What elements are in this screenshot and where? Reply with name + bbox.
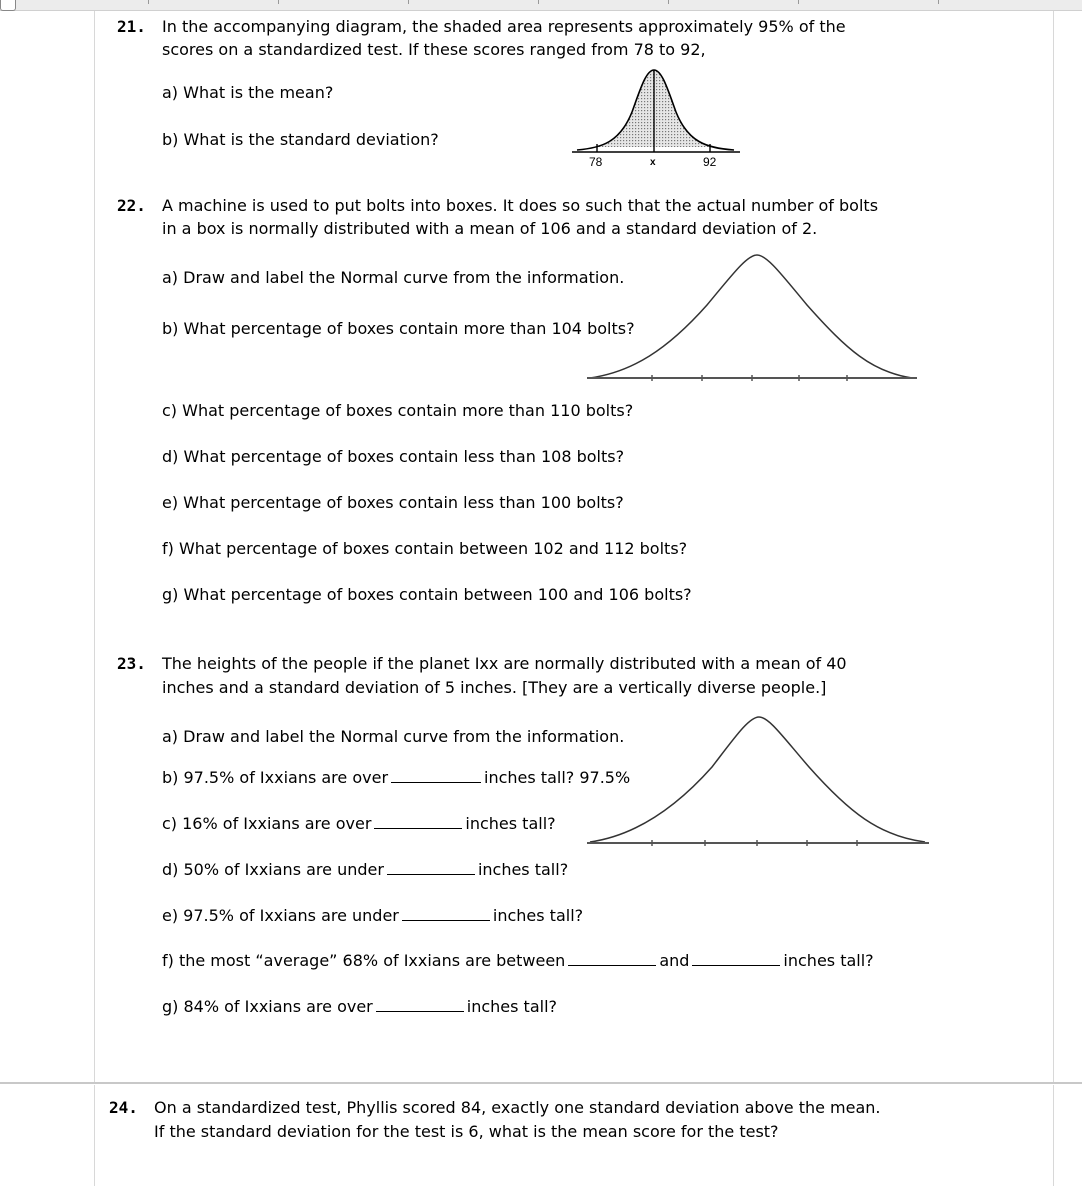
ruler-tick	[538, 0, 539, 4]
q22-text-line2: in a box is normally distributed with a mean of 106 and a standard deviation of 2.	[162, 219, 818, 238]
q23-text-line2: inches and a standard deviation of 5 inches. [They are a vertically diverse people.]	[162, 678, 827, 697]
q23-f-answer-blank-2[interactable]	[692, 951, 780, 966]
q23-part-g: g) 84% of Ixxians are over inches tall?	[162, 997, 557, 1016]
q23-part-b: b) 97.5% of Ixxians are over inches tall? 97.5%	[162, 768, 631, 787]
q23-part-d: d) 50% of Ixxians are under inches tall?	[162, 860, 569, 879]
q24-text-line2: If the standard deviation for the test is 6, what is the mean score for the test?	[154, 1122, 779, 1141]
q23-part-f: f) the most “average” 68% of Ixxians are between and inches tall?	[162, 951, 874, 970]
ruler-tick	[148, 0, 149, 4]
q23-part-e: e) 97.5% of Ixxians are under inches tall?	[162, 906, 584, 925]
q22-curve	[590, 255, 912, 378]
q24-text-line1: On a standardized test, Phyllis scored 84, exactly one standard deviation above the mean.	[154, 1098, 881, 1117]
ruler-tick	[668, 0, 669, 4]
q21-number: 21.	[117, 17, 146, 36]
top-ruler	[0, 0, 1082, 11]
q21-part-a: a) What is the mean?	[162, 83, 334, 102]
q22-normal-curve-blank	[587, 250, 919, 382]
ruler-tick	[408, 0, 409, 4]
q23-d-answer-blank[interactable]	[387, 860, 475, 875]
q21-text-line2: scores on a standardized test. If these scores ranged from 78 to 92,	[162, 40, 706, 59]
q23-curve	[590, 717, 925, 842]
q23-part-c: c) 16% of Ixxians are over inches tall?	[162, 814, 556, 833]
q21-label-mean: x	[650, 157, 656, 168]
q22-part-b: b) What percentage of boxes contain more than 104 bolts?	[162, 319, 635, 338]
q22-part-a: a) Draw and label the Normal curve from the information.	[162, 268, 625, 287]
checkbox-corner[interactable]	[0, 0, 16, 11]
ruler-tick	[278, 0, 279, 4]
q23-g-answer-blank[interactable]	[376, 997, 464, 1012]
ruler-tick	[798, 0, 799, 4]
q21-normal-curve-diagram	[572, 62, 742, 157]
q23-number: 23.	[117, 654, 146, 673]
q22-part-d: d) What percentage of boxes contain less than 108 bolts?	[162, 447, 625, 466]
q22-part-f: f) What percentage of boxes contain between 102 and 112 bolts?	[162, 539, 688, 558]
q22-part-e: e) What percentage of boxes contain less than 100 bolts?	[162, 493, 624, 512]
q22-part-g: g) What percentage of boxes contain between 100 and 106 bolts?	[162, 585, 692, 604]
page-separator	[0, 1082, 1082, 1084]
q21-label-78: 78	[589, 155, 603, 169]
q23-part-a: a) Draw and label the Normal curve from the information.	[162, 727, 625, 746]
q23-b-answer-blank[interactable]	[391, 768, 481, 783]
q21-text-line1: In the accompanying diagram, the shaded area represents approximately 95% of the	[162, 17, 846, 36]
q23-c-answer-blank[interactable]	[374, 814, 462, 829]
q23-normal-curve-blank	[587, 712, 929, 846]
q22-number: 22.	[117, 196, 146, 215]
q22-part-c: c) What percentage of boxes contain more than 110 bolts?	[162, 401, 634, 420]
ruler-tick	[938, 0, 939, 4]
q23-text-line1: The heights of the people if the planet Ixx are normally distributed with a mean of 40	[162, 654, 847, 673]
q24-number: 24.	[109, 1098, 138, 1117]
q21-label-92: 92	[703, 155, 717, 169]
q21-part-b: b) What is the standard deviation?	[162, 130, 439, 149]
q23-f-answer-blank-1[interactable]	[568, 951, 656, 966]
q23-e-answer-blank[interactable]	[402, 906, 490, 921]
q22-text-line1: A machine is used to put bolts into boxes. It does so such that the actual number of bolts	[162, 196, 879, 215]
